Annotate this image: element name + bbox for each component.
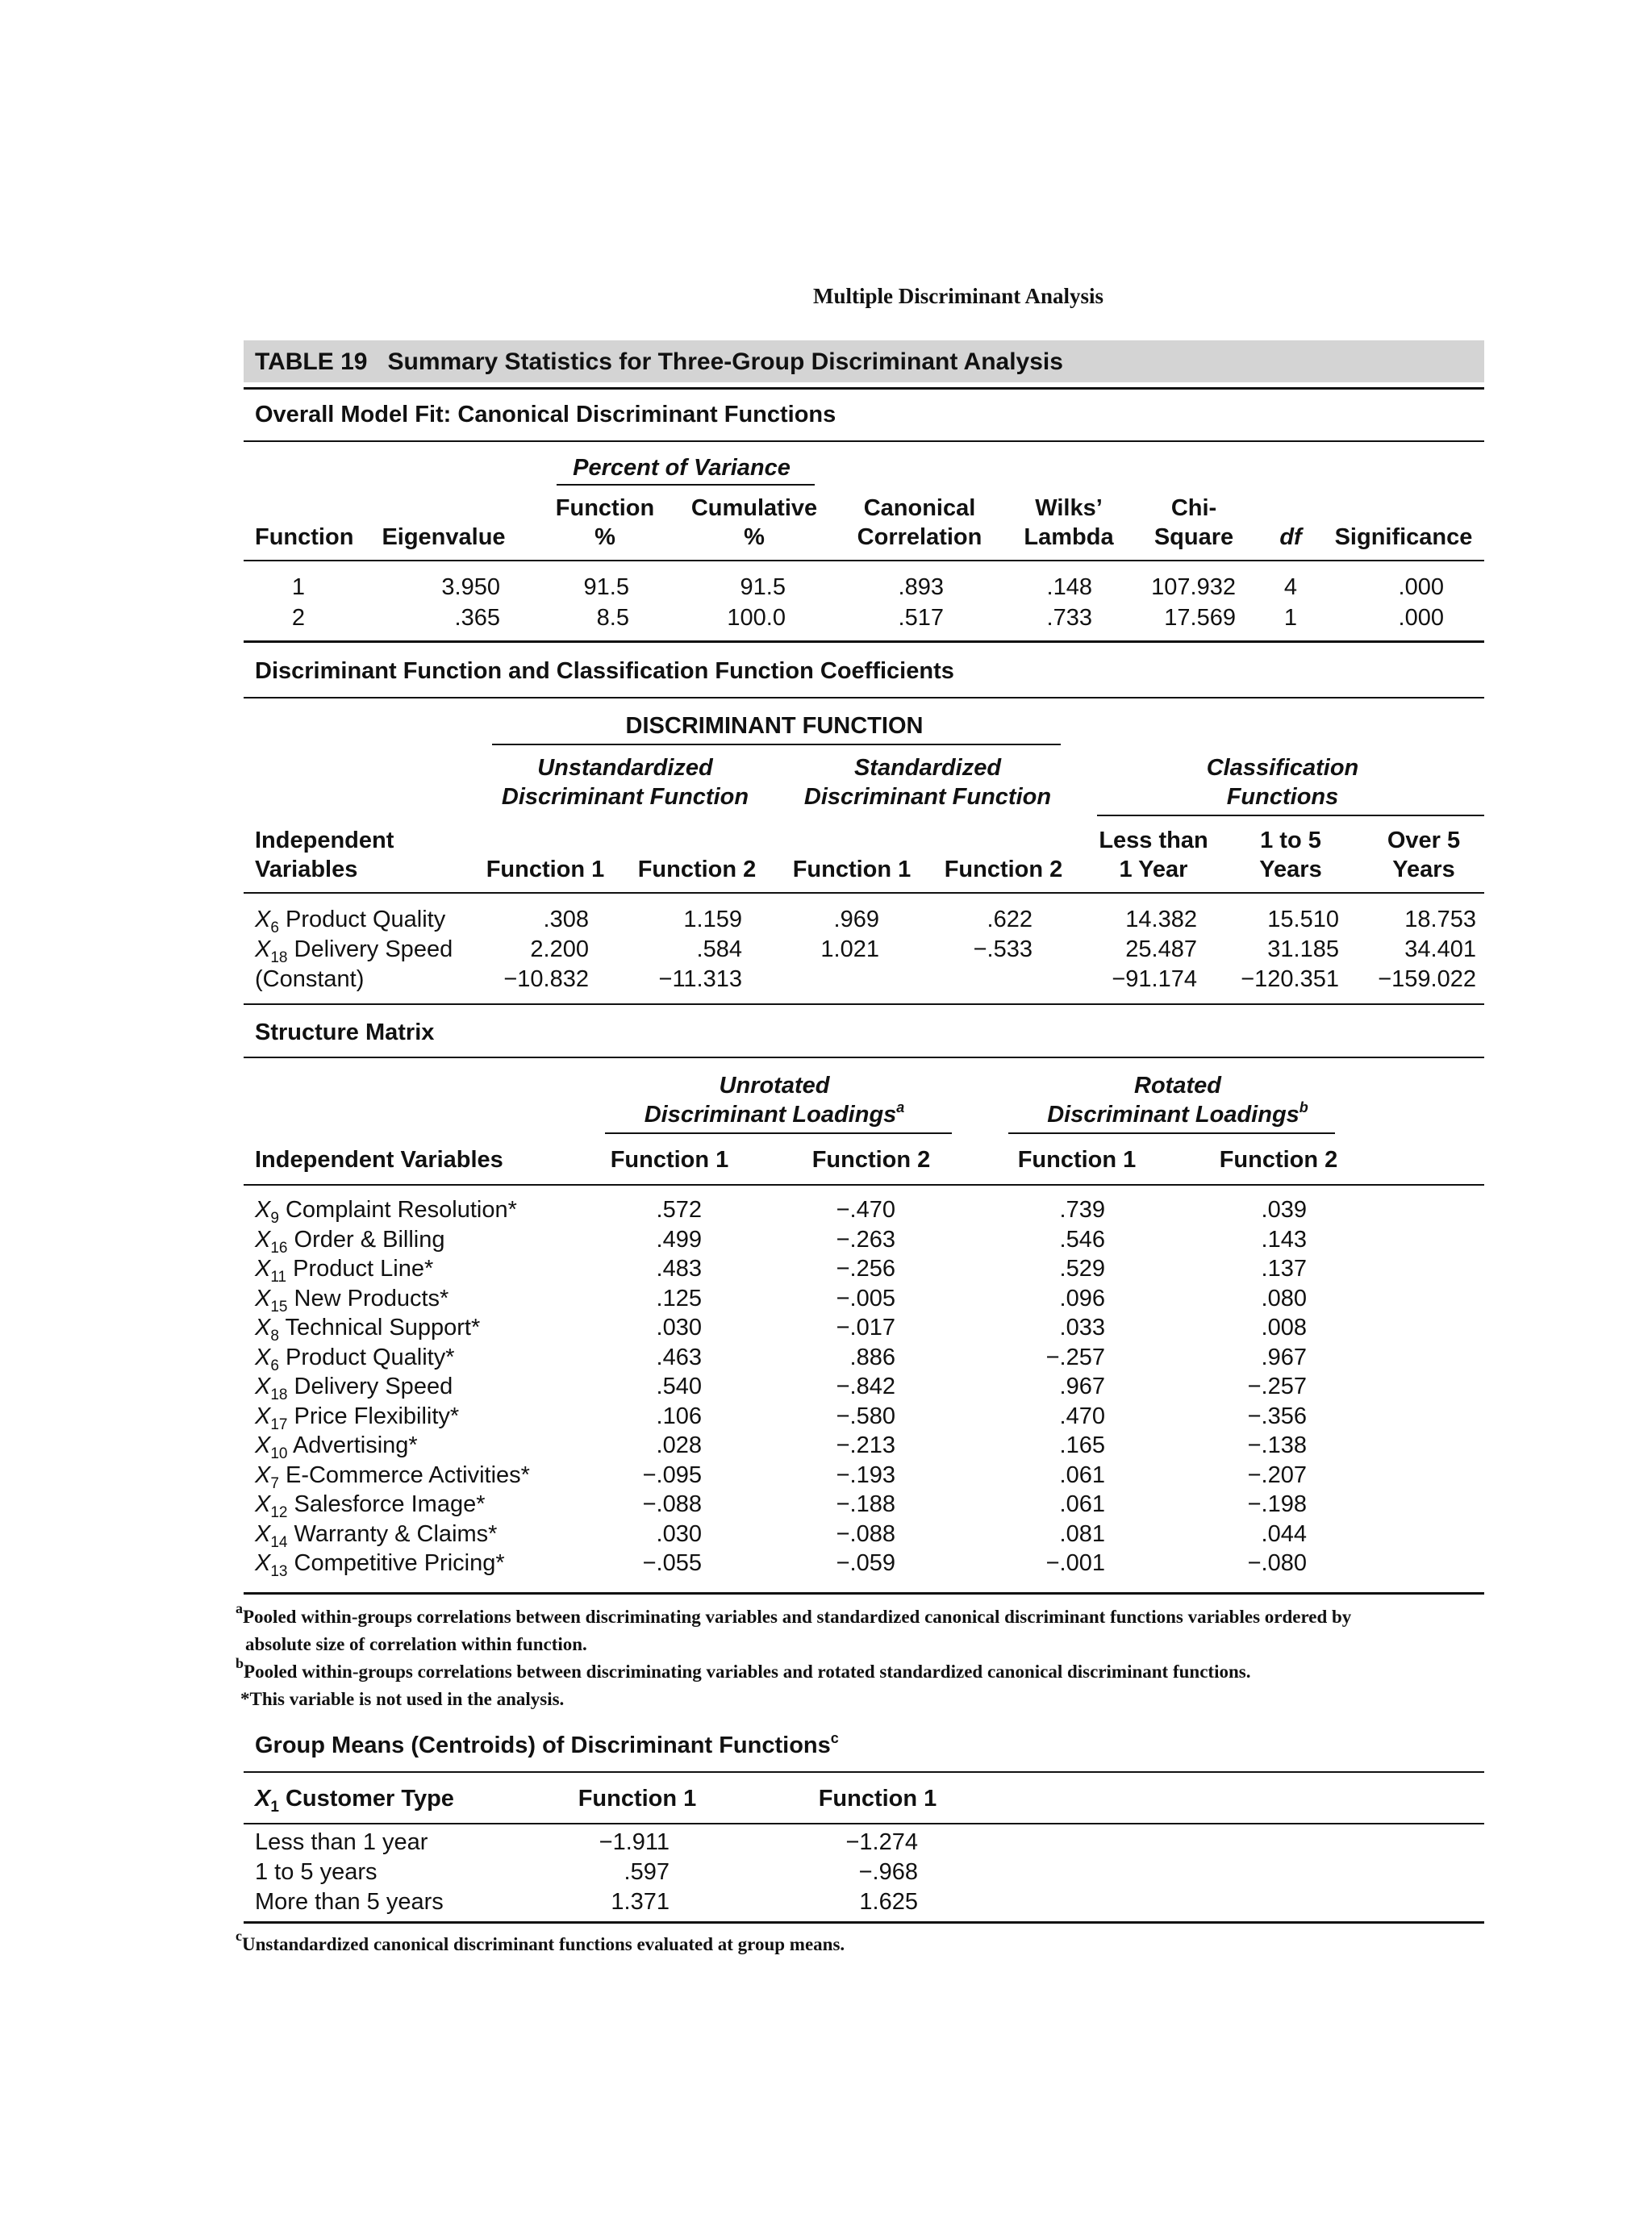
unstandardized-header: Unstandardized Discriminant Function — [501, 755, 749, 810]
divider — [244, 1003, 1484, 1005]
structure-unrot-f2: −.059 — [836, 1550, 895, 1576]
structure-variable: $X_{15}$ New Products* — [255, 1285, 449, 1316]
coefficients-heading: Discriminant Function and Classification Function Coefficients — [255, 658, 954, 684]
coef-unstd-f1: 2.200 — [530, 936, 589, 962]
col-function: Function — [255, 524, 354, 550]
fit-function: 1 — [291, 574, 306, 600]
col-unstd-f2: Function 2 — [637, 857, 757, 882]
fit-function: 2 — [291, 605, 306, 631]
structure-rot-f2: −.198 — [1247, 1491, 1307, 1517]
structure-variable: $X_{16}$ Order & Billing — [255, 1226, 445, 1257]
coef-less-than-1-year: 14.382 — [1125, 907, 1197, 932]
table-title — [255, 348, 1063, 376]
centroid-f2: 1.625 — [859, 1889, 918, 1915]
divider — [244, 1771, 1484, 1773]
structure-rot-f2: .039 — [1261, 1197, 1307, 1223]
centroid-f1: 1.371 — [611, 1889, 670, 1915]
coef-1-to-5-years: −120.351 — [1241, 966, 1339, 992]
structure-rot-f1: .061 — [1059, 1462, 1105, 1488]
centroid-f2: −.968 — [858, 1859, 918, 1885]
structure-rot-f1: −.257 — [1045, 1344, 1105, 1370]
col-df: df — [1279, 524, 1302, 550]
structure-unrot-f1: .483 — [656, 1256, 702, 1282]
col-1-to-5-years: 1 to 5 Years — [1259, 828, 1322, 882]
header-underline — [492, 744, 1061, 745]
structure-variable: $X_{11}$ Product Line* — [255, 1256, 434, 1286]
fit-significance: .000 — [1398, 574, 1444, 600]
structure-rot-f1: .546 — [1059, 1226, 1105, 1253]
coef-less-than-1-year: −91.174 — [1112, 966, 1197, 992]
structure-rot-f2: .967 — [1261, 1344, 1307, 1370]
structure-rot-f1: .470 — [1059, 1403, 1105, 1429]
structure-rot-f1: .061 — [1059, 1491, 1105, 1517]
col-rot-f2: Function 2 — [1219, 1147, 1338, 1173]
structure-rot-f2: −.257 — [1247, 1374, 1307, 1399]
structure-unrot-f1: −.055 — [642, 1550, 702, 1576]
structure-variable: $X_8$ Technical Support* — [255, 1315, 481, 1345]
structure-unrot-f2: −.088 — [836, 1520, 895, 1547]
overall-fit-heading: Overall Model Fit: Canonical Discriminant Functions — [255, 402, 836, 427]
fit-significance: .000 — [1398, 605, 1444, 631]
fit-eigenvalue: .365 — [454, 605, 500, 631]
divider — [244, 640, 1484, 643]
coef-variable: (Constant) — [255, 966, 365, 992]
rotated-header: Rotated Discriminant Loadings$^b$ — [1047, 1073, 1308, 1128]
structure-unrot-f1: .030 — [656, 1520, 702, 1547]
footnote-c: $^c$Unstandardized canonical discriminant functions evaluated at group means. — [236, 1928, 845, 1954]
coef-unstd-f1: −10.832 — [503, 966, 589, 992]
divider — [244, 1184, 1484, 1186]
coef-std-f1: 1.021 — [820, 936, 879, 962]
structure-unrot-f1: −.088 — [642, 1491, 702, 1517]
structure-rot-f2: −.207 — [1247, 1462, 1307, 1488]
col-std-f1: Function 1 — [792, 857, 912, 882]
structure-rot-f1: .165 — [1059, 1432, 1105, 1458]
coef-unstd-f2: 1.159 — [683, 907, 742, 932]
centroids-heading: Group Means (Centroids) of Discriminant Functions$^c$ — [255, 1730, 839, 1758]
structure-unrot-f1: .540 — [656, 1374, 702, 1399]
coef-over-5-years: 18.753 — [1404, 907, 1476, 932]
standardized-header: Standardized Discriminant Function — [803, 755, 1052, 810]
structure-unrot-f2: −.470 — [836, 1197, 895, 1223]
header-underline — [1008, 1132, 1335, 1134]
divider — [244, 697, 1484, 698]
col-eigenvalue: Eigenvalue — [382, 524, 506, 550]
structure-rot-f2: .044 — [1261, 1520, 1307, 1547]
structure-variable: $X_{12}$ Salesforce Image* — [255, 1491, 486, 1521]
centroid-customer-type: 1 to 5 years — [255, 1859, 378, 1885]
footnote-b: $^b$Pooled within-groups correlations between discriminating variables and rotated standardized canonical discriminant functions. — [236, 1655, 1251, 1682]
structure-unrot-f1: .463 — [656, 1344, 702, 1370]
structure-rot-f2: .080 — [1261, 1285, 1307, 1311]
structure-matrix-heading: Structure Matrix — [255, 1020, 435, 1045]
col-less-than-1-year: Less than 1 Year — [1099, 828, 1208, 882]
col-canonical: Canonical Correlation — [857, 495, 982, 550]
structure-unrot-f2: −.193 — [836, 1462, 895, 1488]
col-customer-type: $X_1$ Customer Type — [255, 1786, 454, 1816]
fit-wilks: .733 — [1046, 605, 1092, 631]
centroid-customer-type: More than 5 years — [255, 1889, 444, 1915]
coef-unstd-f2: .584 — [696, 936, 742, 962]
col-over-5-years: Over 5 Years — [1387, 828, 1461, 882]
divider — [244, 1057, 1484, 1058]
footnote-star: *This variable is not used in the analysis. — [240, 1689, 565, 1709]
table-label: TABLE 19 — [255, 348, 368, 375]
footnote-a: $^a$Pooled within-groups correlations between discriminating variables and standardized canonical discriminant functions variables ordered by absolute size of correlation within function. — [236, 1600, 1352, 1654]
col-centroid-f1: Function 1 — [578, 1786, 697, 1812]
col-chi-square: Chi- Square — [1153, 495, 1234, 550]
structure-unrot-f2: −.256 — [836, 1256, 895, 1282]
structure-rot-f1: .739 — [1059, 1197, 1105, 1223]
coef-unstd-f1: .308 — [543, 907, 589, 932]
divider — [244, 560, 1484, 561]
structure-unrot-f1: .106 — [656, 1403, 702, 1429]
structure-rot-f1: −.001 — [1045, 1550, 1105, 1576]
coef-over-5-years: −159.022 — [1378, 966, 1476, 992]
structure-unrot-f2: −.188 — [836, 1491, 895, 1517]
structure-unrot-f2: −.263 — [836, 1226, 895, 1253]
col-wilks: Wilks’ Lambda — [1024, 495, 1114, 550]
table-title-text: Summary Statistics for Three-Group Discriminant Analysis — [387, 348, 1063, 375]
fit-chi-square: 107.932 — [1151, 574, 1236, 600]
fit-wilks: .148 — [1046, 574, 1092, 600]
col-unrot-f2: Function 2 — [811, 1147, 931, 1173]
structure-rot-f1: .529 — [1059, 1256, 1105, 1282]
structure-variable: $X_{17}$ Price Flexibility* — [255, 1403, 460, 1433]
centroid-f2: −1.274 — [845, 1829, 918, 1855]
structure-unrot-f2: −.005 — [836, 1285, 895, 1311]
structure-rot-f1: .967 — [1059, 1374, 1105, 1399]
fit-cumulative: 100.0 — [727, 605, 786, 631]
divider — [244, 387, 1484, 390]
discriminant-function-header: DISCRIMINANT FUNCTION — [625, 713, 924, 739]
classification-header: Classification Functions — [1206, 755, 1359, 810]
structure-rot-f2: .008 — [1261, 1315, 1307, 1341]
structure-unrot-f1: .572 — [656, 1197, 702, 1223]
header-underline — [1097, 815, 1484, 816]
fit-canonical: .893 — [898, 574, 944, 600]
col-independent-variables: Independent Variables — [255, 828, 394, 882]
unrotated-header: Unrotated Discriminant Loadings$^a$ — [644, 1073, 905, 1128]
structure-variable: $X_{10}$ Advertising* — [255, 1432, 418, 1462]
coef-std-f2: .622 — [987, 907, 1032, 932]
structure-rot-f1: .033 — [1059, 1315, 1105, 1341]
fit-canonical: .517 — [898, 605, 944, 631]
structure-variable: $X_6$ Product Quality* — [255, 1344, 455, 1374]
structure-rot-f2: .137 — [1261, 1256, 1307, 1282]
structure-rot-f2: −.080 — [1247, 1550, 1307, 1576]
coef-over-5-years: 34.401 — [1404, 936, 1476, 962]
coef-variable: $X_{18}$ Delivery Speed — [255, 936, 453, 966]
page-header: Multiple Discriminant Analysis — [812, 284, 1104, 308]
centroid-f1: .597 — [624, 1859, 670, 1885]
coef-less-than-1-year: 25.487 — [1125, 936, 1197, 962]
coef-1-to-5-years: 31.185 — [1267, 936, 1339, 962]
structure-rot-f2: −.138 — [1247, 1432, 1307, 1458]
structure-unrot-f2: −.580 — [836, 1403, 895, 1429]
structure-rot-f1: .081 — [1059, 1520, 1105, 1547]
structure-variable: $X_{14}$ Warranty & Claims* — [255, 1520, 498, 1551]
structure-variable: $X_9$ Complaint Resolution* — [255, 1197, 517, 1227]
divider — [244, 1592, 1484, 1595]
structure-unrot-f2: −.017 — [836, 1315, 895, 1341]
structure-unrot-f1: .030 — [656, 1315, 702, 1341]
col-cumulative: Cumulative % — [690, 495, 818, 550]
fit-chi-square: 17.569 — [1164, 605, 1236, 631]
header-underline — [605, 1132, 952, 1134]
structure-unrot-f2: .886 — [849, 1344, 895, 1370]
fit-function-pct: 91.5 — [583, 574, 629, 600]
structure-unrot-f2: −.842 — [836, 1374, 895, 1399]
structure-unrot-f1: .028 — [656, 1432, 702, 1458]
col-unrot-f1: Function 1 — [610, 1147, 729, 1173]
divider — [244, 1921, 1484, 1924]
structure-unrot-f1: .125 — [656, 1285, 702, 1311]
coef-std-f1: .969 — [833, 907, 879, 932]
coef-std-f2: −.533 — [973, 936, 1032, 962]
fit-df: 4 — [1283, 574, 1298, 600]
structure-rot-f1: .096 — [1059, 1285, 1105, 1311]
coef-variable: $X_6$ Product Quality — [255, 907, 446, 936]
structure-rot-f2: −.356 — [1247, 1403, 1307, 1429]
divider — [244, 892, 1484, 894]
fit-df: 1 — [1283, 605, 1298, 631]
divider — [244, 440, 1484, 442]
fit-eigenvalue: 3.950 — [441, 574, 500, 600]
fit-function-pct: 8.5 — [596, 605, 629, 631]
header-underline — [557, 484, 815, 486]
coef-1-to-5-years: 15.510 — [1267, 907, 1339, 932]
divider — [244, 1823, 1484, 1824]
structure-unrot-f2: −.213 — [836, 1432, 895, 1458]
col-std-f2: Function 2 — [944, 857, 1063, 882]
col-centroid-f2: Function 1 — [818, 1786, 937, 1812]
structure-rot-f2: .143 — [1261, 1226, 1307, 1253]
centroid-customer-type: Less than 1 year — [255, 1829, 428, 1855]
structure-variable: $X_{13}$ Competitive Pricing* — [255, 1550, 505, 1580]
structure-variable: $X_{18}$ Delivery Speed — [255, 1374, 453, 1403]
fit-cumulative: 91.5 — [740, 574, 786, 600]
col-unstd-f1: Function 1 — [486, 857, 605, 882]
col-function-pct: Function % — [555, 495, 655, 550]
col-independent-variables: Independent Variables — [255, 1147, 503, 1173]
percent-variance-header: Percent of Variance — [573, 455, 791, 481]
col-rot-f1: Function 1 — [1017, 1147, 1137, 1173]
centroid-f1: −1.911 — [599, 1829, 670, 1855]
structure-unrot-f1: −.095 — [642, 1462, 702, 1488]
col-significance: Significance — [1334, 524, 1473, 550]
coef-unstd-f2: −11.313 — [658, 966, 742, 992]
structure-variable: $X_7$ E-Commerce Activities* — [255, 1462, 530, 1492]
structure-unrot-f1: .499 — [656, 1226, 702, 1253]
